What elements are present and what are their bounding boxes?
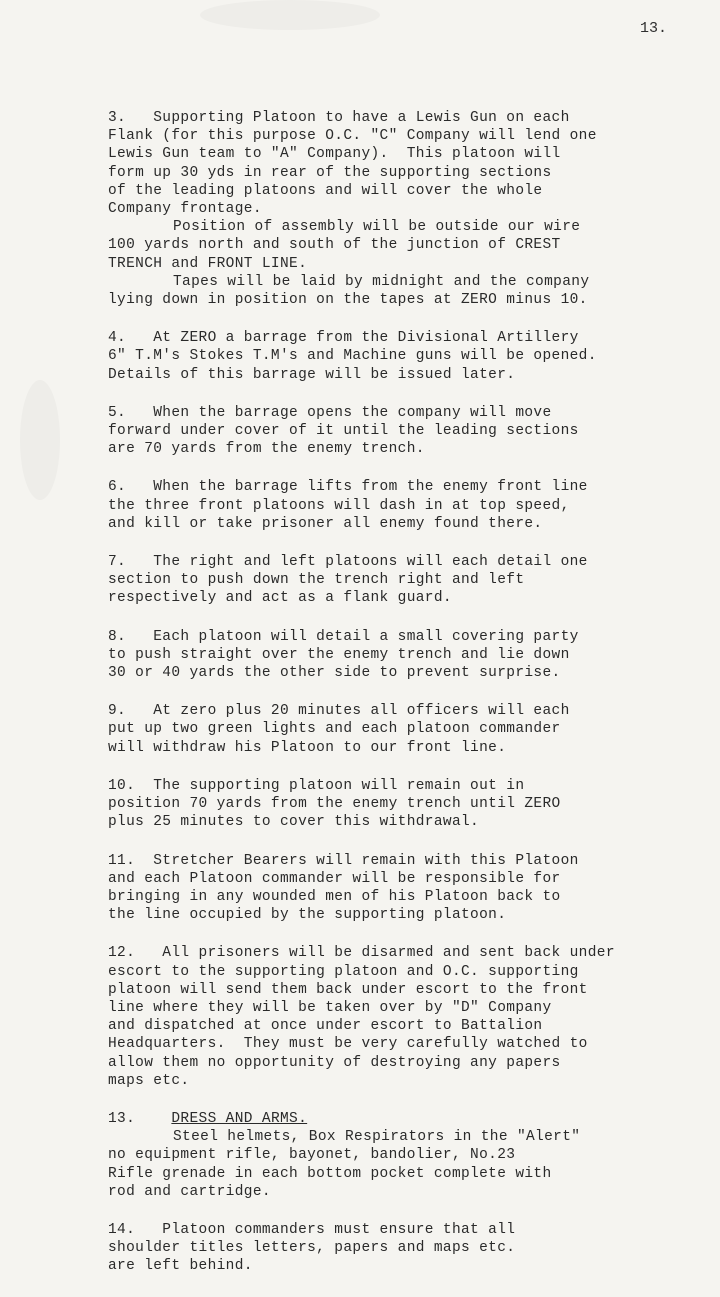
text-line: no equipment rifle, bayonet, bandolier, No.23: [108, 1147, 516, 1164]
text-line: platoon will send them back under escort to the front: [108, 981, 588, 998]
document-body: [108, 109, 718, 1296]
text-line: are left behind.: [108, 1258, 253, 1275]
text-line: 9. At zero plus 20 minutes all officers will each: [108, 703, 570, 720]
paragraph: [108, 553, 718, 608]
text-line: bringing in any wounded men of his Platoon back to: [108, 888, 561, 905]
text-line: put up two green lights and each platoon commander: [108, 721, 561, 738]
text-line: Headquarters. They must be very carefully watched to: [108, 1036, 588, 1053]
text-line: shoulder titles letters, papers and maps etc.: [108, 1240, 516, 1257]
paragraph: [108, 329, 718, 384]
text-line: of the leading platoons and will cover the whole: [108, 182, 543, 199]
text-line: 3. Supporting Platoon to have a Lewis Gun on each: [108, 110, 570, 126]
text-line: Details of this barrage will be issued later.: [108, 366, 516, 383]
text-line: Steel helmets, Box Respirators in the "Alert": [173, 1129, 581, 1146]
text-line: the line occupied by the supporting platoon.: [108, 907, 507, 924]
paragraph: [108, 852, 718, 925]
text-line: the three front platoons will dash in at top speed,: [108, 497, 570, 514]
text-line: line where they will be taken over by "D" Company: [108, 999, 552, 1016]
paragraph: [108, 109, 718, 309]
page-number: 13.: [640, 20, 668, 37]
text-line: 11. Stretcher Bearers will remain with this Platoon: [108, 852, 579, 869]
paragraph: [108, 1221, 718, 1276]
section-title: DRESS AND ARMS.: [171, 1110, 308, 1127]
text-line: 10. The supporting platoon will remain out in: [108, 777, 525, 794]
paragraph: [108, 1110, 718, 1201]
text-line: Lewis Gun team to "A" Company). This platoon will: [108, 146, 561, 163]
section-number: 13.: [108, 1110, 136, 1127]
text-line: plus 25 minutes to cover this withdrawal.: [108, 814, 480, 831]
paragraph: [108, 628, 718, 683]
text-line: form up 30 yds in rear of the supporting sections: [108, 164, 552, 181]
text-line: forward under cover of it until the leading sections: [108, 423, 579, 440]
text-line: 30 or 40 yards the other side to prevent surprise.: [108, 665, 561, 682]
text-line: and each Platoon commander will be responsible for: [108, 870, 561, 887]
text-line: lying down in position on the tapes at ZERO minus 10.: [108, 292, 588, 309]
text-line: section to push down the trench right and left: [108, 572, 525, 589]
paper-stain: [20, 380, 60, 500]
paragraph: [108, 702, 718, 757]
text-line: maps etc.: [108, 1072, 190, 1089]
text-line: are 70 yards from the enemy trench.: [108, 441, 425, 458]
text-line: 4. At ZERO a barrage from the Divisional Artillery: [108, 330, 579, 347]
paragraph: [108, 404, 718, 459]
text-line: allow them no opportunity of destroying any papers: [108, 1054, 561, 1071]
text-line: Position of assembly will be outside our wire: [173, 219, 581, 236]
text-line: 6" T.M's Stokes T.M's and Machine guns will be opened.: [108, 348, 597, 365]
text-line: 12. All prisoners will be disarmed and sent back under: [108, 945, 615, 962]
text-line: 100 yards north and south of the junction of CREST: [108, 237, 561, 254]
text-line: and dispatched at once under escort to Battalion: [108, 1018, 543, 1035]
section-heading: [108, 1110, 718, 1128]
paragraph: [108, 478, 718, 533]
text-line: 14. Platoon commanders must ensure that all: [108, 1221, 516, 1238]
text-line: position 70 yards from the enemy trench until ZERO: [108, 796, 561, 813]
text-line: to push straight over the enemy trench and lie down: [108, 646, 570, 663]
text-line: Company frontage.: [108, 201, 262, 218]
text-line: TRENCH and FRONT LINE.: [108, 255, 308, 272]
text-line: 8. Each platoon will detail a small covering party: [108, 628, 579, 645]
paper-stain: [200, 0, 380, 30]
text-line: Rifle grenade in each bottom pocket complete with: [108, 1165, 552, 1182]
text-line: Flank (for this purpose O.C. "C" Company will lend one: [108, 128, 597, 145]
text-line: 6. When the barrage lifts from the enemy front line: [108, 479, 588, 496]
paragraph: [108, 944, 718, 1090]
text-line: 5. When the barrage opens the company will move: [108, 404, 552, 421]
text-line: 7. The right and left platoons will each detail one: [108, 554, 588, 571]
text-line: will withdraw his Platoon to our front line.: [108, 739, 507, 756]
paragraph: [108, 777, 718, 832]
text-line: rod and cartridge.: [108, 1183, 271, 1200]
text-line: escort to the supporting platoon and O.C. supporting: [108, 963, 579, 980]
text-line: Tapes will be laid by midnight and the company: [173, 273, 590, 290]
text-line: respectively and act as a flank guard.: [108, 590, 452, 607]
text-line: and kill or take prisoner all enemy found there.: [108, 515, 543, 532]
